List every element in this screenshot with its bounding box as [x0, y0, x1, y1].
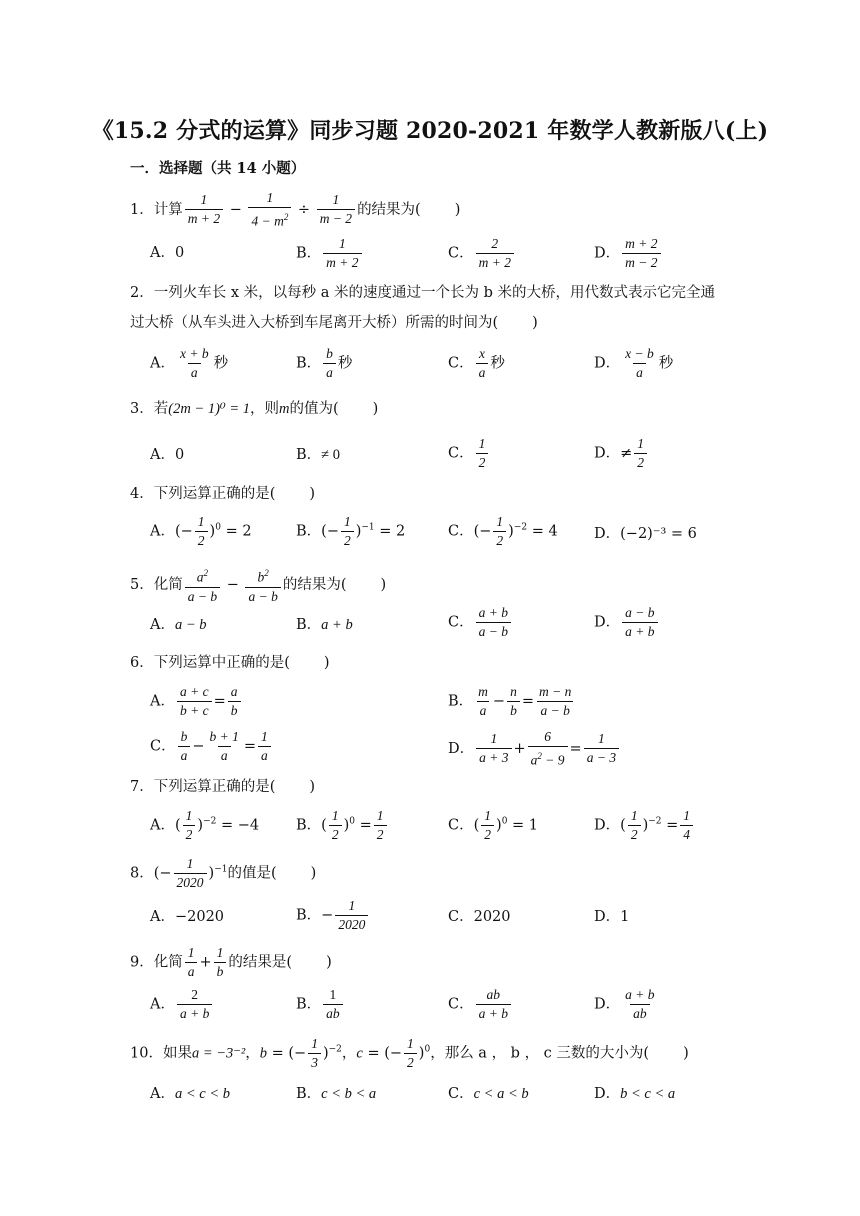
q8-option-b: B．− $\frac{1}{2020}$ — [296, 898, 370, 933]
q4-option-d: D．(−2)⁻³ = 6 — [594, 526, 697, 542]
q6-option-c: C． $\frac{b}{a}$ − $\frac{b + 1}{a}$ = $\frac{1}{a}$ — [150, 729, 273, 764]
q7-option-d: D．( $\frac{1}{2}$ )$^{-2}$ = $\frac{1}{4}$ — [594, 808, 695, 843]
q4-option-c: C．(− $\frac{1}{2}$ )$^{-2}$ = 4 — [448, 514, 558, 548]
q9-option-b: B． $\frac{1}{ab}$ — [296, 987, 345, 1022]
q5-option-d: D． $\frac{a - b}{a + b}$ — [594, 605, 660, 640]
q3-option-d: D．≠ $\frac{1}{2}$ — [594, 436, 649, 471]
q9-option-a: A． $\frac{2}{a + b}$ — [150, 987, 214, 1022]
question-6: 6．下列运算中正确的是( ) — [130, 655, 330, 671]
question-2-line-1: 2．一列火车长 x 米，以每秒 a 米的速度通过一个长为 b 米的大桥，用代数式表示它完全通 — [130, 285, 715, 301]
q1-option-b: B． $\frac{1}{m + 2}$ — [296, 236, 364, 271]
q2-option-d: D． $\frac{x - b}{a}$ 秒 — [594, 346, 674, 380]
q6-option-a: A． $\frac{a + c}{b + c}$ = $\frac{a}{b}$ — [150, 684, 243, 719]
q4-option-b: B．(− $\frac{1}{2}$ )$^{-1}$ = 2 — [296, 514, 406, 548]
page-title: 《15.2 分式的运算》同步习题 2020-2021 年数学人教新版八(上) — [91, 118, 769, 144]
q10-option-a: A．a < c < b — [150, 1086, 230, 1102]
q3-option-b: B．≠ 0 — [296, 447, 340, 463]
q9-option-c: C． $\frac{ab}{a + b}$ — [448, 987, 513, 1022]
q5-option-a: A．a − b — [150, 617, 207, 633]
q3-option-c: C． $\frac{1}{2}$ — [448, 436, 490, 471]
q1-option-d: D． $\frac{m + 2}{m - 2}$ — [594, 236, 663, 271]
q2-option-b: B． $\frac{b}{a}$ 秒 — [296, 346, 353, 380]
q7-option-b: B．( $\frac{1}{2}$ )$^0$ = $\frac{1}{2}$ — [296, 808, 389, 843]
q3-option-a: A．0 — [150, 447, 185, 463]
question-9: 9．化简 $\frac{1}{a}$ + $\frac{1}{b}$ 的结果是( ) — [130, 945, 332, 979]
question-8: 8．(− $\frac{1}{2020}$ )$^{-1}$的值是( ) — [130, 856, 317, 890]
question-2-line-2: 过大桥（从车头进入大桥到车尾离开大桥）所需的时间为( ) — [130, 315, 538, 331]
q2-option-a: A． $\frac{x + b}{a}$ 秒 — [150, 346, 229, 380]
q2-option-c: C． $\frac{x}{a}$ 秒 — [448, 346, 505, 380]
q8-option-a: A．−2020 — [150, 909, 225, 925]
q10-option-c: C．c < a < b — [448, 1086, 529, 1102]
q1-option-a: A．0 — [150, 245, 185, 261]
section-heading: 一．选择题（共 14 小题） — [130, 160, 306, 177]
q5-option-c: C． $\frac{a + b}{a - b}$ — [448, 605, 513, 640]
q5-option-b: B．a + b — [296, 617, 353, 633]
q6-option-d: D． $\frac{1}{a + 3}$ + $\frac{6}{a^2 - 9}$ = $\frac{1}{a - 3}$ — [448, 729, 621, 769]
question-7: 7．下列运算正确的是( ) — [130, 779, 316, 795]
q6-option-b: B． $\frac{m}{a}$ − $\frac{n}{b}$ = $\frac{m - n}{a - b}$ — [448, 684, 572, 718]
q10-option-b: B．c < b < a — [296, 1086, 377, 1102]
q9-option-d: D． $\frac{a + b}{ab}$ — [594, 987, 655, 1021]
q10-option-d: D．b < c < a — [594, 1086, 676, 1102]
question-5: 5．化简 $\frac{a^2}{a - b}$ − $\frac{b^2}{a - b}$ 的结果为( ) — [130, 568, 387, 604]
question-1: 1．计算 $\frac{1}{m + 2}$ − $\frac{1}{4 - m^2}$ ÷ $\frac{1}{m - 2}$ 的结果为( ) — [130, 190, 461, 229]
question-4: 4．下列运算正确的是( ) — [130, 486, 316, 502]
q8-option-d: D．1 — [594, 909, 630, 925]
q4-option-a: A．(− $\frac{1}{2}$ )$^0$ = 2 — [150, 514, 252, 548]
q1-option-c: C． $\frac{2}{m + 2}$ — [448, 236, 516, 271]
question-10: 10．如果a = −3⁻²，b = (− $\frac{1}{3}$ )$^{-2}$，c = (− $\frac{1}{2}$ )$^0$，那么 a ， b ， c 三数的大小为( ) — [130, 1036, 689, 1070]
q7-option-c: C．( $\frac{1}{2}$ )$^0$ = 1 — [448, 808, 539, 842]
q7-option-a: A．( $\frac{1}{2}$ )$^{-2}$ = −4 — [150, 808, 260, 842]
q8-option-c: C．2020 — [448, 909, 511, 925]
question-3: 3．若(2m − 1)⁰ = 1，则m的值为( ) — [130, 401, 379, 417]
